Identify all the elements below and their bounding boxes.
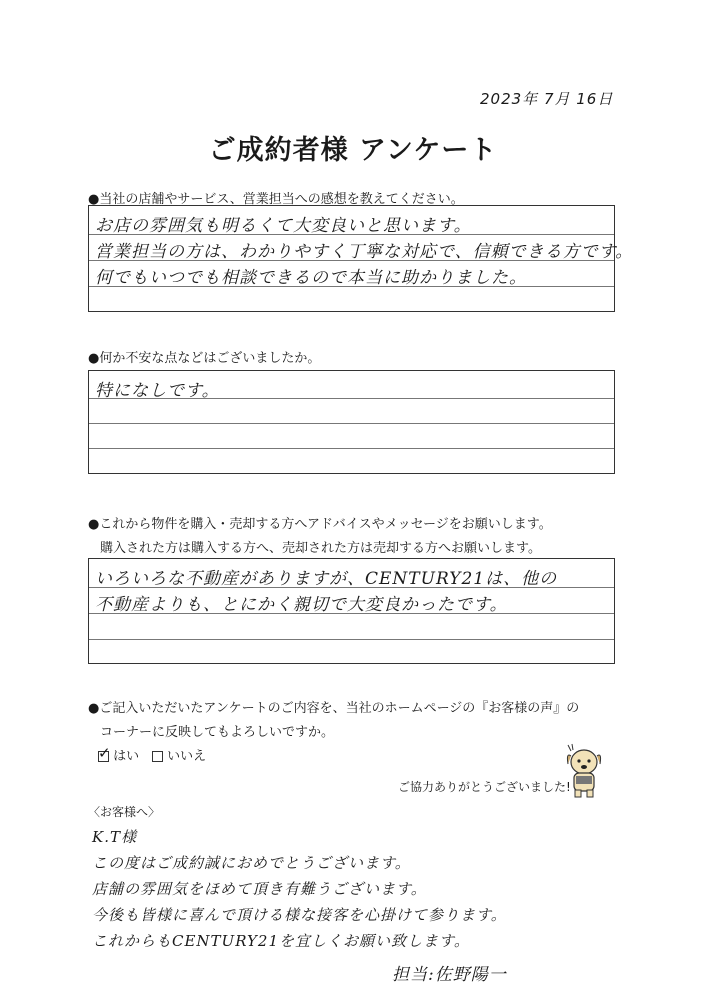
answer-box-impressions (88, 205, 634, 312)
question-concerns: ●何か不安な点などはございましたか。 (88, 351, 321, 366)
answer-line: 何でもいつでも相談できるので本当に助かりました。 (95, 268, 527, 288)
question-impressions: ●当社の店舗やサービス、営業担当への感想を教えてください。 (88, 192, 464, 207)
page-title: ご成約者様 アンケート (208, 135, 498, 166)
answer-line: 営業担当の方は、わかりやすく丁寧な対応で、信頼できる方です。 (95, 242, 634, 262)
question-permission-note: コーナーに反映してもよろしいですか。 (100, 725, 335, 740)
option-no[interactable] (152, 745, 206, 764)
thanks-text: ご協力ありがとうございました! (398, 780, 571, 794)
customer-heading: 〈お客様へ〉 (88, 805, 161, 819)
question-permission: ●ご記入いただいたアンケートのご内容を、当社のホームページの『お客様の声』の (88, 701, 580, 716)
option-no-label: いいえ (167, 749, 207, 764)
answer-box-advice (88, 558, 615, 664)
message-line: 店舗の雰囲気をほめて頂き有難うございます。 (92, 880, 427, 898)
check-mark-icon: ✓ (98, 744, 111, 762)
staff-signature: 担当:佐野陽一 (392, 965, 507, 985)
question-advice: ●これから物件を購入・売却する方へアドバイスやメッセージをお願いします。 (88, 517, 552, 532)
message-line: 今後も皆様に喜んで頂ける様な接客を心掛けて参ります。 (92, 906, 507, 924)
question-advice-note: 購入された方は購入する方へ、売却された方は売却する方へお願いします。 (100, 541, 541, 556)
option-yes-label: はい (113, 749, 140, 764)
dog-mascot-icon (562, 742, 606, 800)
message-line: これからもCENTURY21を宜しくお願い致します。 (92, 932, 470, 950)
survey-date: 2023年 7月 16日 (480, 90, 614, 108)
checkbox-yes[interactable] (98, 744, 111, 762)
answer-box-concerns (88, 370, 615, 474)
answer-line: 不動産よりも、とにかく親切で大変良かったです。 (95, 595, 508, 615)
answer-line: いろいろな不動産がありますが、CENTURY21は、他の (95, 569, 558, 589)
option-yes[interactable] (98, 745, 139, 764)
message-line: K.T様 (92, 828, 137, 846)
answer-line: お店の雰囲気も明るくて大変良いと思います。 (95, 216, 472, 236)
answer-line: 特になしです。 (95, 381, 220, 401)
message-line: この度はご成約誠におめでとうございます。 (92, 854, 411, 872)
checkbox-no[interactable] (152, 751, 163, 762)
